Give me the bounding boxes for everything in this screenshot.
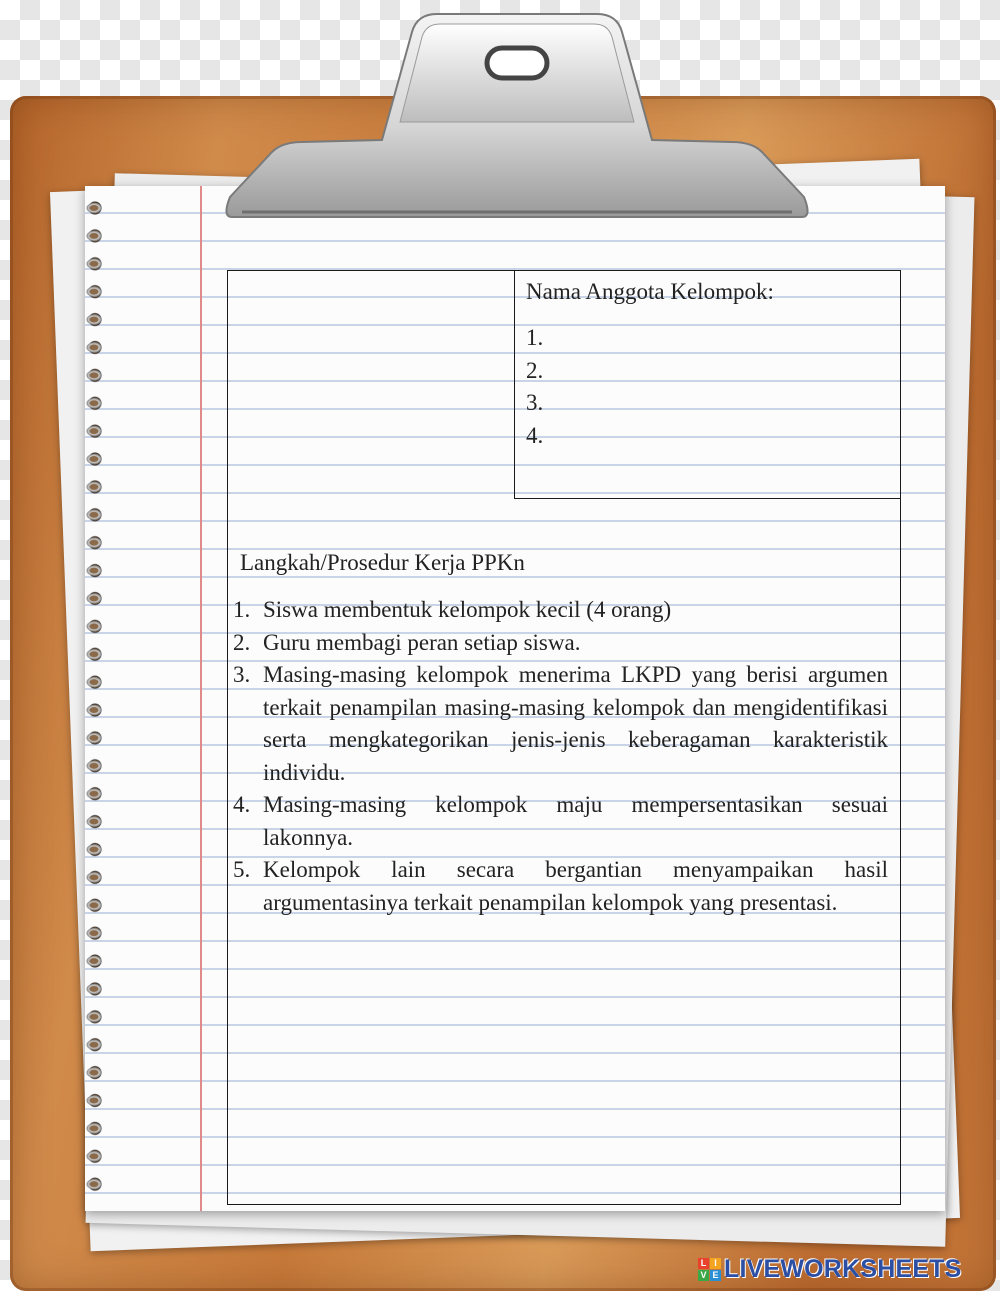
step-number: 5. xyxy=(233,857,251,882)
clipboard-clip-icon xyxy=(222,12,812,227)
procedure-steps xyxy=(233,594,888,919)
liveworksheets-mark-icon xyxy=(698,1258,721,1281)
logo-letter: L xyxy=(698,1258,709,1269)
member-slot: 3. xyxy=(526,390,544,415)
liveworksheets-wordmark: LIVEWORKSHEETS xyxy=(724,1254,962,1283)
step-text: Siswa membentuk kelompok kecil (4 orang) xyxy=(263,597,672,622)
logo-letter: V xyxy=(698,1270,709,1281)
spiral-rings xyxy=(84,200,106,1200)
step-number: 1. xyxy=(233,597,251,622)
member-slot: 2. xyxy=(526,357,544,383)
member-slot: 1. xyxy=(526,325,544,350)
step-text: Masing-masing kelompok maju mempersentasikan sesuai lakonnya. xyxy=(263,792,888,850)
procedure-step xyxy=(233,594,888,627)
procedure-title: Langkah/Prosedur Kerja PPKn xyxy=(240,550,525,575)
procedure-step xyxy=(233,789,888,854)
group-members-list xyxy=(526,322,543,452)
step-number: 3. xyxy=(233,662,251,687)
step-number: 2. xyxy=(233,629,251,655)
liveworksheets-logo xyxy=(698,1255,962,1283)
procedure-step xyxy=(233,659,888,789)
member-slot: 4. xyxy=(526,422,544,448)
procedure-step xyxy=(233,627,888,660)
logo-letter: I xyxy=(710,1258,721,1269)
step-text: Guru membagi peran setiap siswa. xyxy=(263,629,581,655)
step-text: Kelompok lain secara bergantian menyampaikan hasil argumentasinya terkait penampilan kelompok yang presentasi. xyxy=(263,857,888,915)
procedure-step xyxy=(233,854,888,919)
group-members-title: Nama Anggota Kelompok: xyxy=(526,279,774,304)
margin-line xyxy=(200,186,202,1211)
logo-letter: E xyxy=(710,1270,721,1281)
step-text: Masing-masing kelompok menerima LKPD yang berisi argumen terkait penampilan masing-masing kelompok dan mengidentifikasi serta mengkategorikan jenis-jenis keberagaman karakteristik individu. xyxy=(263,662,888,785)
step-number: 4. xyxy=(233,792,251,817)
